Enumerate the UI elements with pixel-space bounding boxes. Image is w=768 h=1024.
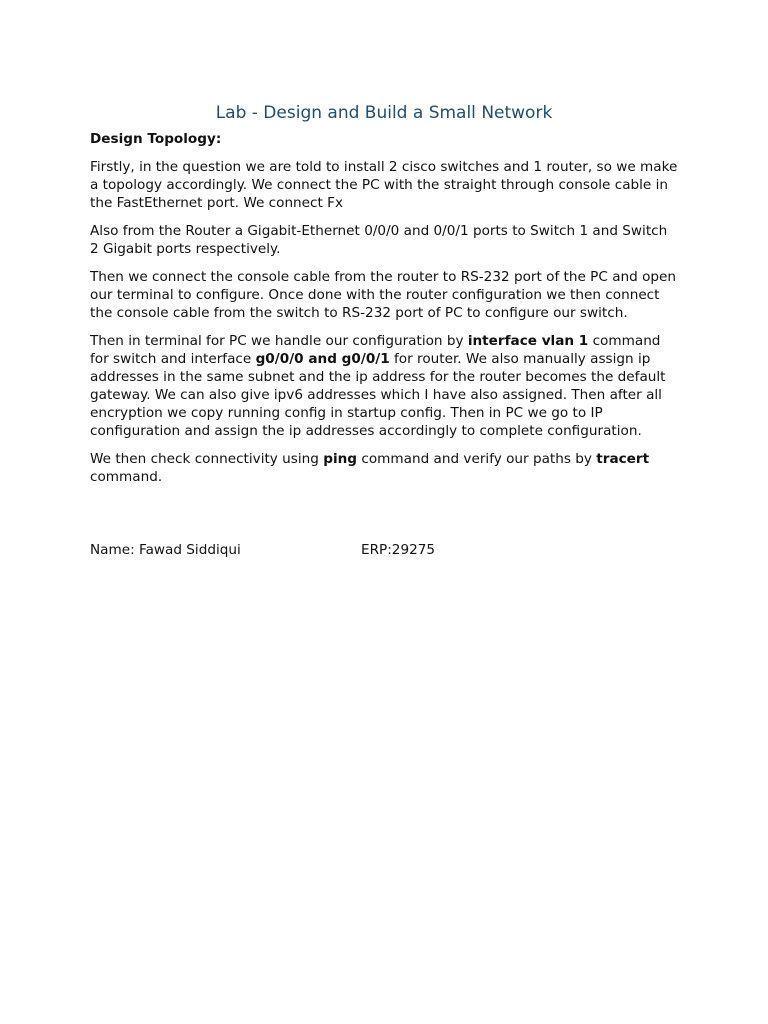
document-title: Lab - Design and Build a Small Network: [215, 103, 553, 123]
paragraph-5-text-3: command.: [90, 469, 163, 485]
paragraph-5-bold-2: tracert: [596, 451, 650, 467]
paragraph-4-text-2: command for switch and interface: [90, 333, 661, 367]
author-name: Name: Fawad Siddiqui: [90, 542, 241, 558]
paragraph-4-bold-2: g0/0/0 and g0/0/1: [255, 351, 390, 367]
paragraph-4-text-3: for router. We also manually assign ip addresses in the same subnet and the ip address for the router becomes the default gateway. We can also give ipv6 addresses which I have also assigned. Then after all encryption we copy running config in startup config. Then in PC we go to IP configuration and assign the ip addresses accordingly to complete configuration.: [90, 351, 666, 439]
paragraph-5-bold-1: ping: [323, 451, 358, 467]
erp-number: ERP:29275: [361, 542, 436, 558]
paragraph-5-text-2: command and verify our paths by: [357, 451, 597, 467]
paragraph-3: Then we connect the console cable from the router to RS-232 port of the PC and open our terminal to configure. Once done with the router configuration we then connect the console cable from the switch to RS-232 port of PC to configure our switch.: [90, 269, 677, 321]
paragraph-5-text-1: We then check connectivity using: [90, 451, 324, 467]
paragraph-4-bold-1: interface vlan 1: [467, 333, 589, 349]
paragraph-2: Also from the Router a Gigabit-Ethernet 0/0/0 and 0/0/1 ports to Switch 1 and Switch 2 Gigabit ports respectively.: [90, 223, 668, 257]
paragraph-4: [90, 332, 680, 440]
paragraph-4-text-1: Then in terminal for PC we handle our configuration by: [90, 333, 468, 349]
document-body: [90, 130, 680, 496]
paragraph-1: Firstly, in the question we are told to install 2 cisco switches and 1 router, so we make a topology accordingly. We connect the PC with the straight through console cable in the FastEthernet port. We connect Fx: [90, 159, 678, 211]
paragraph-5: [90, 450, 680, 486]
section-heading: Design Topology:: [90, 131, 222, 147]
